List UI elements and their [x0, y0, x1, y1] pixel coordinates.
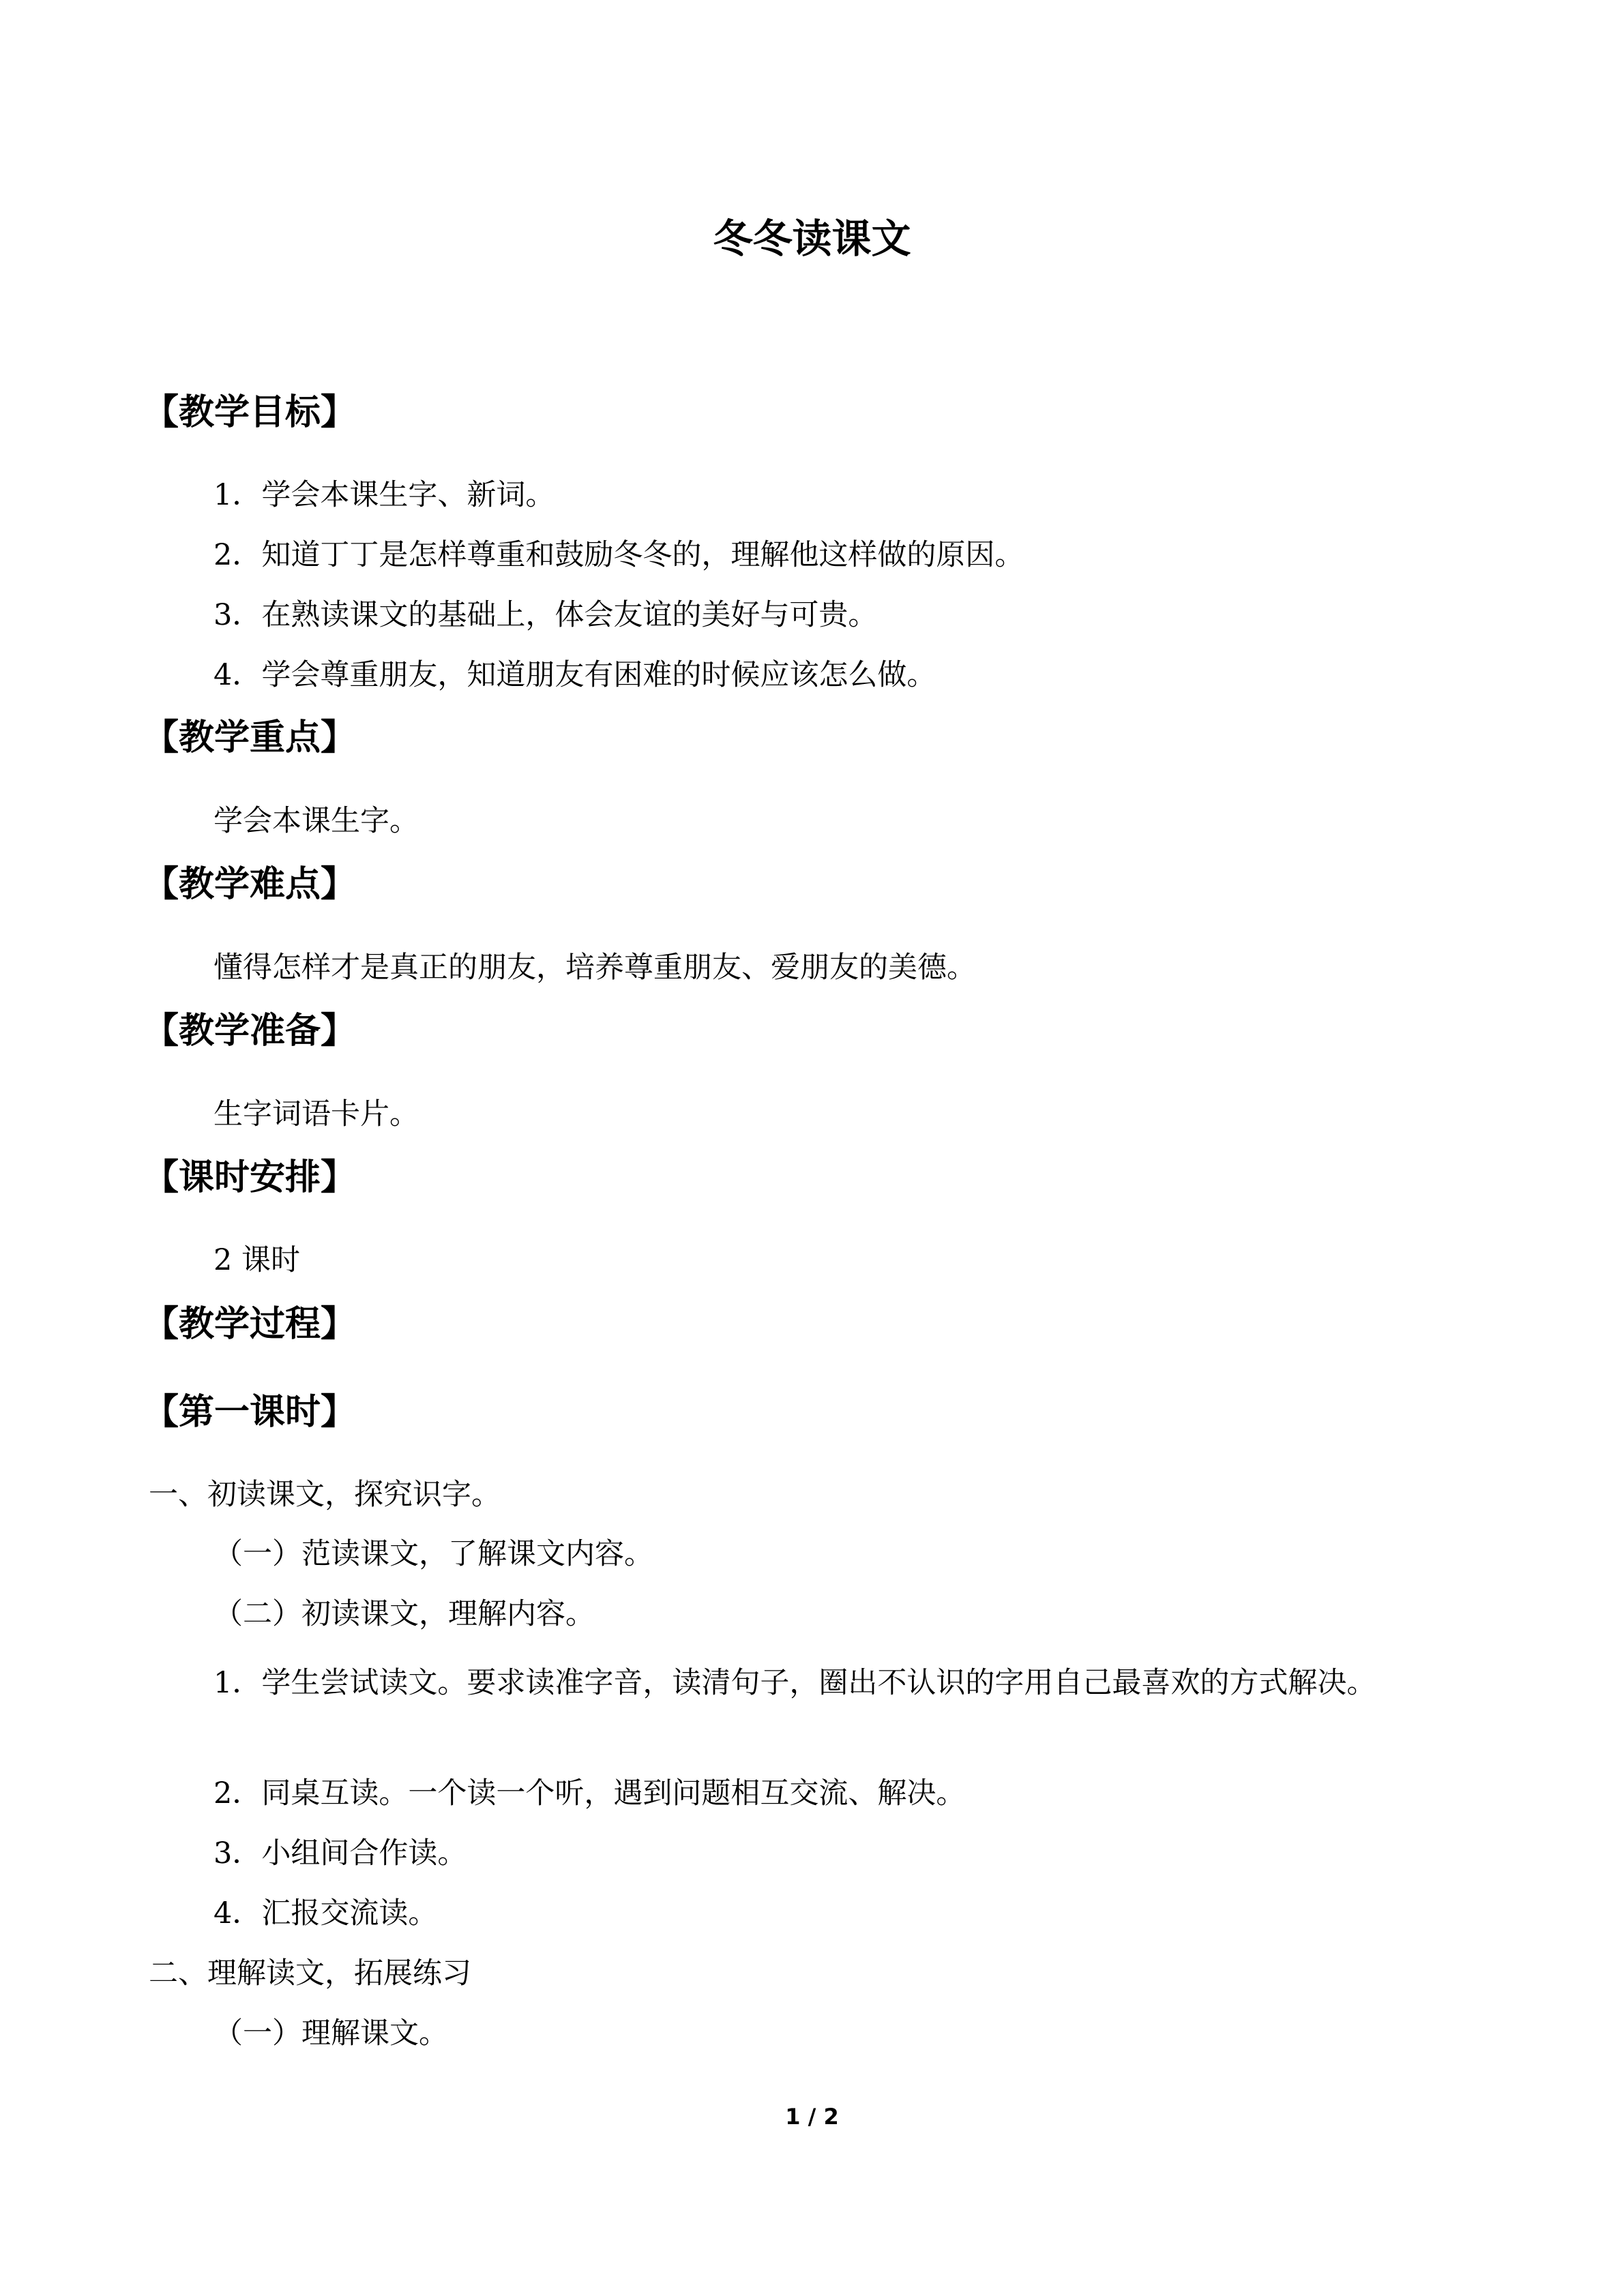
objective-item-2: 2．知道丁丁是怎样尊重和鼓励冬冬的，理解他这样做的原因。 — [213, 538, 1024, 572]
key-points-heading: 【教学重点】 — [143, 717, 357, 758]
schedule-text: 2 课时 — [213, 1243, 301, 1277]
process-heading: 【教学过程】 — [143, 1304, 357, 1345]
objective-item-3: 3．在熟读课文的基础上，体会友谊的美好与可贵。 — [213, 598, 878, 632]
preparation-text: 生字词语卡片。 — [213, 1097, 419, 1131]
part1-sub2: （二）初读课文，理解内容。 — [213, 1597, 595, 1631]
objective-item-4: 4．学会尊重朋友，知道朋友有困难的时候应该怎么做。 — [213, 658, 936, 692]
part2-sub1: （一）理解课文。 — [213, 2016, 448, 2051]
part1-title: 一、初读课文，探究识字。 — [149, 1478, 501, 1512]
objectives-heading: 【教学目标】 — [143, 392, 357, 433]
part1-step1: 1．学生尝试读文。要求读准字音，读清句子，圈出不认识的字用自己最喜欢的方式解决。 — [213, 1666, 1376, 1700]
part1-step3: 3．小组间合作读。 — [213, 1836, 467, 1870]
objective-item-1: 1．学会本课生字、新词。 — [213, 478, 555, 512]
page-number: 1 / 2 — [785, 2104, 839, 2130]
document-title: 冬冬读课文 — [713, 215, 911, 262]
schedule-heading: 【课时安排】 — [143, 1157, 357, 1198]
key-points-text: 学会本课生字。 — [213, 804, 419, 838]
part1-sub1: （一）范读课文，了解课文内容。 — [213, 1537, 653, 1571]
part1-step2: 2．同桌互读。一个读一个听，遇到问题相互交流、解决。 — [213, 1776, 966, 1810]
part1-step4: 4．汇报交流读。 — [213, 1896, 438, 1930]
part2-title: 二、理解读文，拓展练习 — [149, 1956, 471, 1991]
first-lesson-heading: 【第一课时】 — [143, 1392, 357, 1433]
difficulties-text: 懂得怎样才是真正的朋友，培养尊重朋友、爱朋友的美德。 — [213, 951, 976, 985]
preparation-heading: 【教学准备】 — [143, 1011, 357, 1052]
difficulties-heading: 【教学难点】 — [143, 864, 357, 905]
